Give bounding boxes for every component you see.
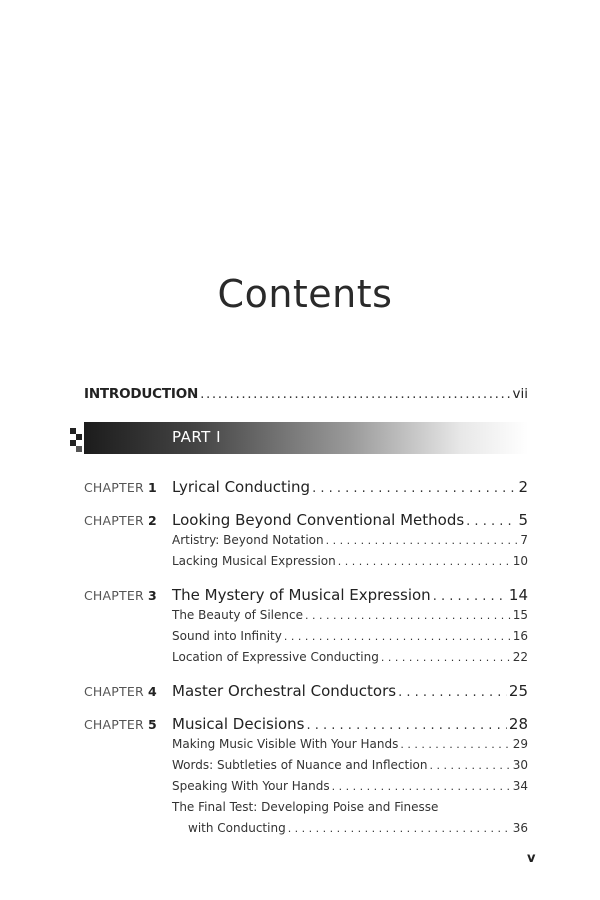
toc-section[interactable] xyxy=(172,650,528,664)
section-page: 29 xyxy=(512,737,528,751)
dot-leader xyxy=(312,481,516,496)
section-page: 7 xyxy=(520,533,528,547)
dot-leader xyxy=(429,759,510,772)
introduction-page: vii xyxy=(512,386,528,402)
section-page: 10 xyxy=(512,554,528,568)
chapter-title: The Mystery of Musical Expression xyxy=(172,586,431,604)
toc-section[interactable] xyxy=(172,821,528,835)
toc-section[interactable] xyxy=(172,554,528,568)
toc-entry-introduction[interactable] xyxy=(84,386,528,402)
dot-leader xyxy=(305,609,511,622)
toc-section[interactable] xyxy=(172,800,528,814)
dot-leader xyxy=(200,386,510,402)
chapter-title: Musical Decisions xyxy=(172,715,305,733)
chapter-page: 14 xyxy=(508,586,528,604)
toc-section[interactable] xyxy=(172,629,528,643)
section-title: Artistry: Beyond Notation xyxy=(172,533,324,547)
banner-ornament xyxy=(76,446,82,452)
chapter-prefix: CHAPTER xyxy=(84,588,144,603)
dot-leader xyxy=(466,514,516,529)
section-page: 15 xyxy=(512,608,528,622)
chapter-page: 5 xyxy=(518,511,528,529)
chapter-title: Looking Beyond Conventional Methods xyxy=(172,511,465,529)
toc-section[interactable] xyxy=(172,779,528,793)
dot-leader xyxy=(433,589,507,604)
dot-leader xyxy=(306,718,506,733)
section-page: 22 xyxy=(512,650,528,664)
section-page: 36 xyxy=(512,821,528,835)
chapter-prefix: CHAPTER xyxy=(84,717,144,732)
section-title: The Final Test: Developing Poise and Finesse xyxy=(172,800,439,814)
section-title: The Beauty of Silence xyxy=(172,608,303,622)
dot-leader xyxy=(326,534,519,547)
chapter-number: 1 xyxy=(148,480,157,495)
dot-leader xyxy=(332,780,511,793)
part-banner xyxy=(84,422,528,454)
toc-chapter-5[interactable] xyxy=(84,715,528,733)
dot-leader xyxy=(398,685,507,700)
dot-leader xyxy=(284,630,511,643)
section-title: with Conducting xyxy=(188,821,286,835)
section-title: Location of Expressive Conducting xyxy=(172,650,379,664)
page-title: Contents xyxy=(217,272,393,316)
chapter-prefix: CHAPTER xyxy=(84,480,144,495)
toc-chapter-1[interactable] xyxy=(84,478,528,496)
chapter-page: 25 xyxy=(508,682,528,700)
section-title: Words: Subtleties of Nuance and Inflection xyxy=(172,758,428,772)
section-title: Speaking With Your Hands xyxy=(172,779,330,793)
chapter-number: 3 xyxy=(148,588,157,603)
chapter-prefix: CHAPTER xyxy=(84,684,144,699)
chapter-title: Lyrical Conducting xyxy=(172,478,311,496)
toc-section[interactable] xyxy=(172,533,528,547)
toc-chapter-4[interactable] xyxy=(84,682,528,700)
dot-leader xyxy=(288,822,511,835)
chapter-page: 2 xyxy=(518,478,528,496)
toc-chapter-3[interactable] xyxy=(84,586,528,604)
section-title: Making Music Visible With Your Hands xyxy=(172,737,399,751)
chapter-number: 2 xyxy=(148,513,157,528)
toc-section[interactable] xyxy=(172,608,528,622)
toc-section[interactable] xyxy=(172,737,528,751)
introduction-label: INTRODUCTION xyxy=(84,386,199,402)
chapter-number: 5 xyxy=(148,717,157,732)
toc-chapter-2[interactable] xyxy=(84,511,528,529)
dot-leader xyxy=(338,555,511,568)
toc-section[interactable] xyxy=(172,758,528,772)
dot-leader xyxy=(400,738,510,751)
chapter-page: 28 xyxy=(508,715,528,733)
section-title: Sound into Infinity xyxy=(172,629,282,643)
chapter-number: 4 xyxy=(148,684,157,699)
dot-leader xyxy=(381,651,511,664)
section-title: Lacking Musical Expression xyxy=(172,554,336,568)
section-page: 34 xyxy=(512,779,528,793)
chapter-title: Master Orchestral Conductors xyxy=(172,682,397,700)
chapter-prefix: CHAPTER xyxy=(84,513,144,528)
banner-ornament xyxy=(76,434,82,440)
section-page: 16 xyxy=(512,629,528,643)
section-page: 30 xyxy=(512,758,528,772)
page-number: v xyxy=(527,851,536,866)
part-label: PART I xyxy=(172,428,222,446)
